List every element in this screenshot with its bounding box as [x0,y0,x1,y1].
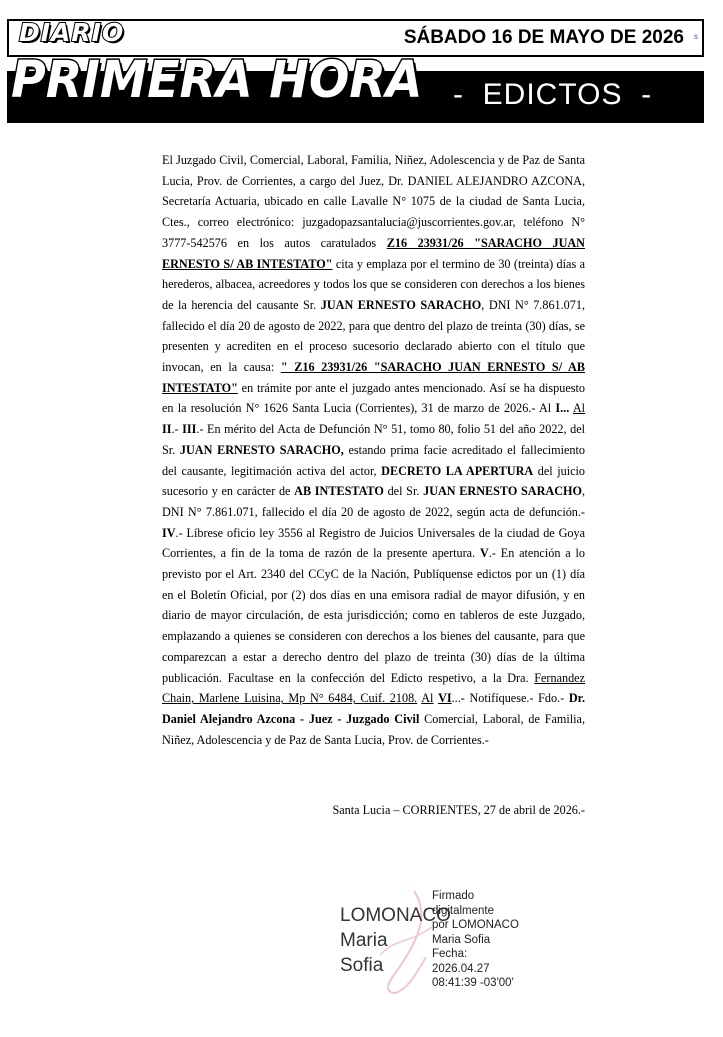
text-run: ...- Notifíquese.- Fdo.- [451,691,569,706]
intestate-text: AB INTESTATO [294,484,384,499]
section-numeral: IV [162,525,176,540]
digital-signature [340,885,600,995]
text-run: en trámite por ante el juzgado antes mencionado. Así se ha dispuesto en la resolución N° 1626 Santa Lucia (Corrientes), 31 de marzo de 2026.- Al [162,380,585,416]
brand-diario: DIARIO [19,18,125,47]
text-run: , DNI N° 7.861.071, fallecido el día 20 de agosto de 2022, para que dentro del plazo de treinta (30) días, se presenten y acrediten en el proceso sucesorio declarado abierto con el título que invocan, en la causa: [162,297,586,375]
section-numeral: VI [438,691,452,706]
signature-line: por LOMONACO [432,919,519,931]
edict-paragraph [162,150,585,750]
text-run: cita y emplaza por el termino de 30 (treinta) días a herederos, albacea, acreedores y todos los que se consideren con derechos a los bienes de la herencia del causante Sr. [162,256,585,312]
underlined-text: Al [572,401,586,416]
deceased-name: JUAN ERNESTO SARACHO [423,484,582,499]
signature-date: 2026.04.27 [432,962,490,975]
text-run: , DNI N° 7.861.071, fallecido el día 20 de agosto de 2022, según acta de defunción.- [162,484,586,519]
date-mark-glyph: ˢ [693,31,698,45]
signature-details [432,889,552,991]
text-run: .- [171,422,183,437]
signature-time: 08:41:39 -03'00' [432,977,514,989]
case-caption: " Z16 23931/26 "SARACHO JUAN ERNESTO S/ AB INTESTATO" [162,360,585,395]
decree-text: DECRETO LA APERTURA [381,463,534,478]
signer-name: LOMONACO Maria Sofia [340,905,451,976]
case-caption: Z16 23931/26 "SARACHO JUAN ERNESTO S/ AB INTESTATO" [162,235,585,271]
signature-line: Fecha: [432,948,468,960]
section-numeral: III [182,422,197,437]
deceased-name: JUAN ERNESTO SARACHO [320,297,482,312]
signature-line: Maria Sofia [432,933,491,946]
underlined-text: Al [421,691,434,706]
section-title: - EDICTOS - [453,78,653,111]
signature-line: digitalmente [432,904,495,917]
section-numeral: V [479,546,489,561]
newspaper-header [7,19,704,123]
text-run: .- En atención a lo previsto por el Art. 2340 del CCyC de la Nación, Publíquense edictos por un (1) día en el Boletín Oficial, por (2) dos días en una emisora radial de mayor difusión, y en diario de mayor circulación, de esta jurisdicción; como en tableros de este Juzgado, emplazando a quienes se consideren con derechos a los bienes del causante, para que comparezcan a estar a derecho dentro del plazo de treinta (30) días de la última publicación. Facultase en la confección del Edicto respetivo, a la Dra. [162,546,585,685]
appointed-attorney: Fernandez Chain, Marlene Luisina, Mp N° 6484, Cuif. 2108. [162,670,585,706]
text-run: del Sr. [383,484,424,499]
text-run: .- En mérito del Acta de Defunción N° 51, tomo 80, folio 51 del año 2022, del Sr. [162,422,585,457]
edict-body [162,150,585,750]
deceased-name: JUAN ERNESTO SARACHO, [179,442,344,457]
issue-date: SÁBADO 16 DE MAYO DE 2026 [403,27,684,48]
signature-line: Firmado [432,890,475,902]
text-run: Comercial, Laboral, de Familia, Niñez, Adolescencia y de Paz de Santa Lucia, Prov. de Corrientes.- [162,711,585,747]
text-run: .- Líbrese oficio ley 3556 al Registro de Juicios Universales de la ciudad de Goya Corrientes, a fin de la toma de razón de la presente apertura. [162,525,585,561]
text-run: del juicio sucesorio y en carácter de [162,463,585,499]
section-numeral: II [162,422,172,437]
text-run: estando prima facie acreditado el fallecimiento del causante, legitimación activa del actor, [162,442,585,478]
brand-primera-hora: PRIMERA HORA [11,51,423,110]
text-run: El Juzgado Civil, Comercial, Laboral, Familia, Niñez, Adolescencia y de Paz de Santa Lucia, Prov. de Corrientes, a cargo del Juez, Dr. DANIEL ALEJANDRO AZCONA, Secretaría Actuaria, ubicado en calle Lavalle N° 1075 de la ciudad de Santa Lucia, Ctes., correo electrónico: juzgadopazsantalucia@juscorrientes.gov.ar, teléfono N° 3777-542576 en los autos caratulados [162,153,585,250]
judge-signature: Dr. Daniel Alejandro Azcona - Juez - Juzgado Civil [162,691,586,726]
place-date-line: Santa Lucia – CORRIENTES, 27 de abril de 2026.- [332,803,585,817]
section-numeral: I... [555,401,570,416]
